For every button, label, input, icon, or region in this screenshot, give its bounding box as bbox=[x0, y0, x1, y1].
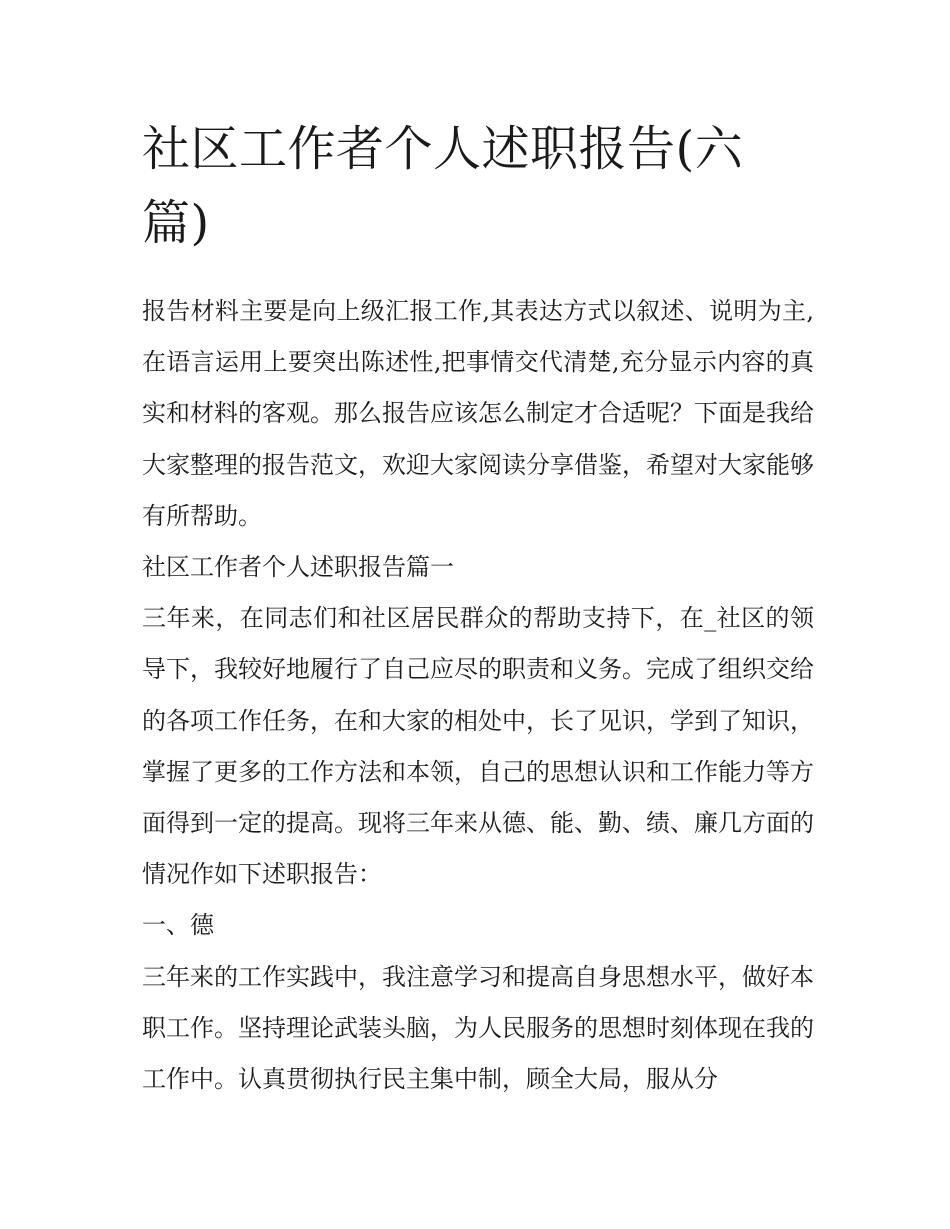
section-heading: 社区工作者个人述职报告篇一 bbox=[142, 553, 454, 582]
document-body bbox=[142, 286, 814, 1105]
document-title: 社区工作者个人述职报告(六篇) bbox=[142, 121, 744, 251]
intro-paragraph: 报告材料主要是向上级汇报工作,其表达方式以叙述、说明为主,在语言运用上要突出陈述性,把事情交代清楚,充分显示内容的真实和材料的客观。那么报告应该怎么制定才合适呢？下面是我给大家整理的报告范文，欢迎大家阅读分享借鉴，希望对大家能够有所帮助。 bbox=[142, 297, 814, 530]
subsection-heading: 一、德 bbox=[142, 911, 214, 940]
document-content bbox=[142, 112, 814, 1105]
body-paragraph: 三年来，在同志们和社区居民群众的帮助支持下，在_社区的领导下，我较好地履行了自己应尽的职责和义务。完成了组织交给的各项工作任务，在和大家的相处中，长了见识，学到了知识，掌握了更多的工作方法和本领，自己的思想认识和工作能力等方面得到一定的提高。现将三年来从德、能、勤、绩、廉几方面的情况作如下述职报告： bbox=[142, 604, 814, 889]
body-paragraph: 三年来的工作实践中，我注意学习和提高自身思想水平，做好本职工作。坚持理论武装头脑，为人民服务的思想时刻体现在我的工作中。认真贯彻执行民主集中制，顾全大局，服从分 bbox=[142, 962, 814, 1094]
